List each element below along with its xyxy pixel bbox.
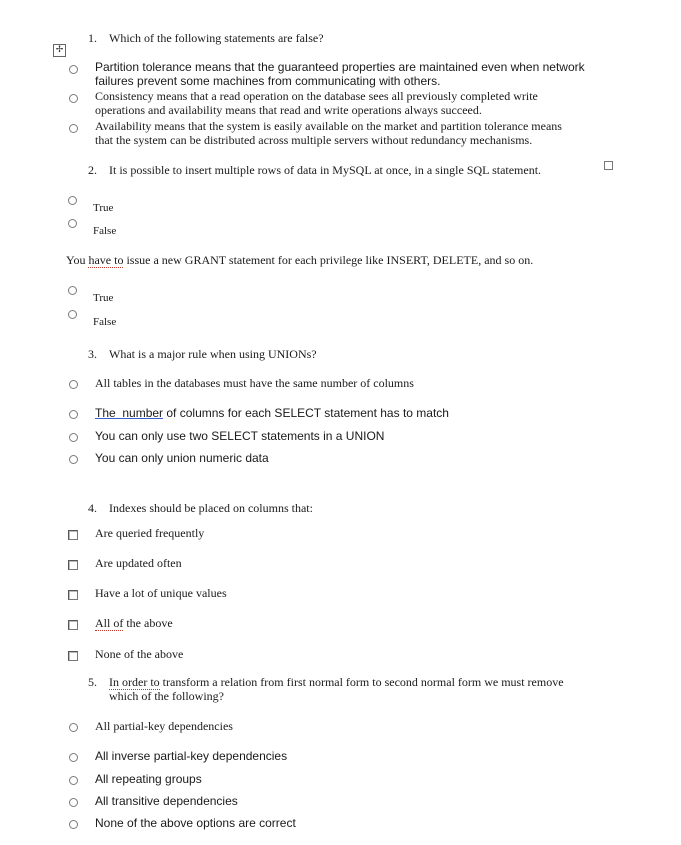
q3-option-1-radio[interactable] xyxy=(69,380,78,389)
q2-option-false: False xyxy=(93,225,117,237)
q4-option-5: None of the above xyxy=(95,647,184,661)
q1-option-3-line1: Availability means that the system is easily available on the market and partition tolerance means xyxy=(95,119,562,133)
table-move-handle-icon[interactable]: ✢ xyxy=(53,44,66,57)
q5-option-2-radio[interactable] xyxy=(69,753,78,762)
q3-option-4-radio[interactable] xyxy=(69,455,78,464)
q4-option-1-checkbox[interactable] xyxy=(68,530,78,540)
cell-marker-checkbox[interactable] xyxy=(604,161,613,170)
q4-option-4-underlined: All of xyxy=(95,616,124,630)
q2-number: 2. xyxy=(88,163,97,177)
grant-option-true: True xyxy=(93,292,114,304)
q3-option-4: You can only union numeric data xyxy=(95,451,269,465)
q1-option-1-line1: Partition tolerance means that the guaranteed properties are maintained even when network xyxy=(95,60,585,74)
grant-option-false-radio[interactable] xyxy=(68,310,77,319)
q1-option-2-line1: Consistency means that a read operation on the database sees all previously completed write xyxy=(95,89,538,103)
grant-option-false: False xyxy=(93,316,117,328)
q3-number: 3. xyxy=(88,347,97,361)
q4-option-4-checkbox[interactable] xyxy=(68,620,78,630)
q5-option-2: All inverse partial-key dependencies xyxy=(95,749,288,763)
q3-option-3-radio[interactable] xyxy=(69,433,78,442)
q4-option-5-checkbox[interactable] xyxy=(68,651,78,661)
q5-option-5-radio[interactable] xyxy=(69,820,78,829)
q1-option-3-radio[interactable] xyxy=(69,124,78,133)
q5-question-line1 xyxy=(109,675,564,689)
q2-question: It is possible to insert multiple rows of data in MySQL at once, in a single SQL statement. xyxy=(109,163,542,177)
q5-option-1-radio[interactable] xyxy=(69,723,78,732)
q3-option-3: You can only use two SELECT statements in a UNION xyxy=(95,429,385,443)
q5-number: 5. xyxy=(88,675,97,689)
q4-option-2-checkbox[interactable] xyxy=(68,560,78,570)
q5-question-underlined: In order to xyxy=(109,675,160,689)
q5-question-line1-rest: transform a relation from first normal form to second normal form we must remove xyxy=(159,675,564,689)
grant-question-underlined: have to xyxy=(88,253,124,267)
q4-option-2: Are updated often xyxy=(95,556,182,570)
q5-option-3-radio[interactable] xyxy=(69,776,78,785)
q5-option-3: All repeating groups xyxy=(95,772,202,786)
q2-option-false-radio[interactable] xyxy=(68,219,77,228)
q5-option-5: None of the above options are correct xyxy=(95,816,296,830)
q3-option-2 xyxy=(95,406,449,420)
q5-option-4: All transitive dependencies xyxy=(95,794,238,808)
q4-option-3: Have a lot of unique values xyxy=(95,586,227,600)
q5-question-line2: which of the following? xyxy=(109,689,224,703)
q1-option-2-line2: operations and availability means that read and write operations always succeed. xyxy=(95,103,482,117)
q4-question: Indexes should be placed on columns that: xyxy=(109,501,313,515)
q3-question: What is a major rule when using UNIONs? xyxy=(109,347,317,361)
q1-number: 1. xyxy=(88,31,97,45)
q3-option-2-rest: of columns for each SELECT statement has to match xyxy=(163,406,449,420)
q1-option-1-radio[interactable] xyxy=(69,65,78,74)
q1-option-2-radio[interactable] xyxy=(69,94,78,103)
q5-question xyxy=(109,675,564,703)
grant-question-pre: You xyxy=(66,253,89,267)
grant-question xyxy=(66,253,533,268)
q4-option-4 xyxy=(95,616,173,631)
q3-option-2-radio[interactable] xyxy=(69,410,78,419)
q4-option-1: Are queried frequently xyxy=(95,526,205,540)
q1-option-2 xyxy=(95,89,538,117)
q1-option-1 xyxy=(95,60,585,88)
q1-option-1-line2: failures prevent some machines from communicating with others. xyxy=(95,74,441,88)
q5-option-1: All partial-key dependencies xyxy=(95,719,233,733)
q4-option-3-checkbox[interactable] xyxy=(68,590,78,600)
q4-number: 4. xyxy=(88,501,97,515)
q2-option-true: True xyxy=(93,202,114,214)
q5-option-4-radio[interactable] xyxy=(69,798,78,807)
grant-option-true-radio[interactable] xyxy=(68,286,77,295)
q1-option-3 xyxy=(95,119,562,147)
q3-option-1: All tables in the databases must have the same number of columns xyxy=(95,376,414,390)
q2-option-true-radio[interactable] xyxy=(68,196,77,205)
q1-option-3-line2: that the system can be distributed across multiple servers without redundancy mechanisms. xyxy=(95,133,533,147)
q1-question: Which of the following statements are false? xyxy=(109,31,324,45)
q3-option-2-underlined: The number xyxy=(95,406,164,420)
q4-option-4-rest: the above xyxy=(123,616,173,630)
grant-question-post: issue a new GRANT statement for each privilege like INSERT, DELETE, and so on. xyxy=(123,253,534,267)
